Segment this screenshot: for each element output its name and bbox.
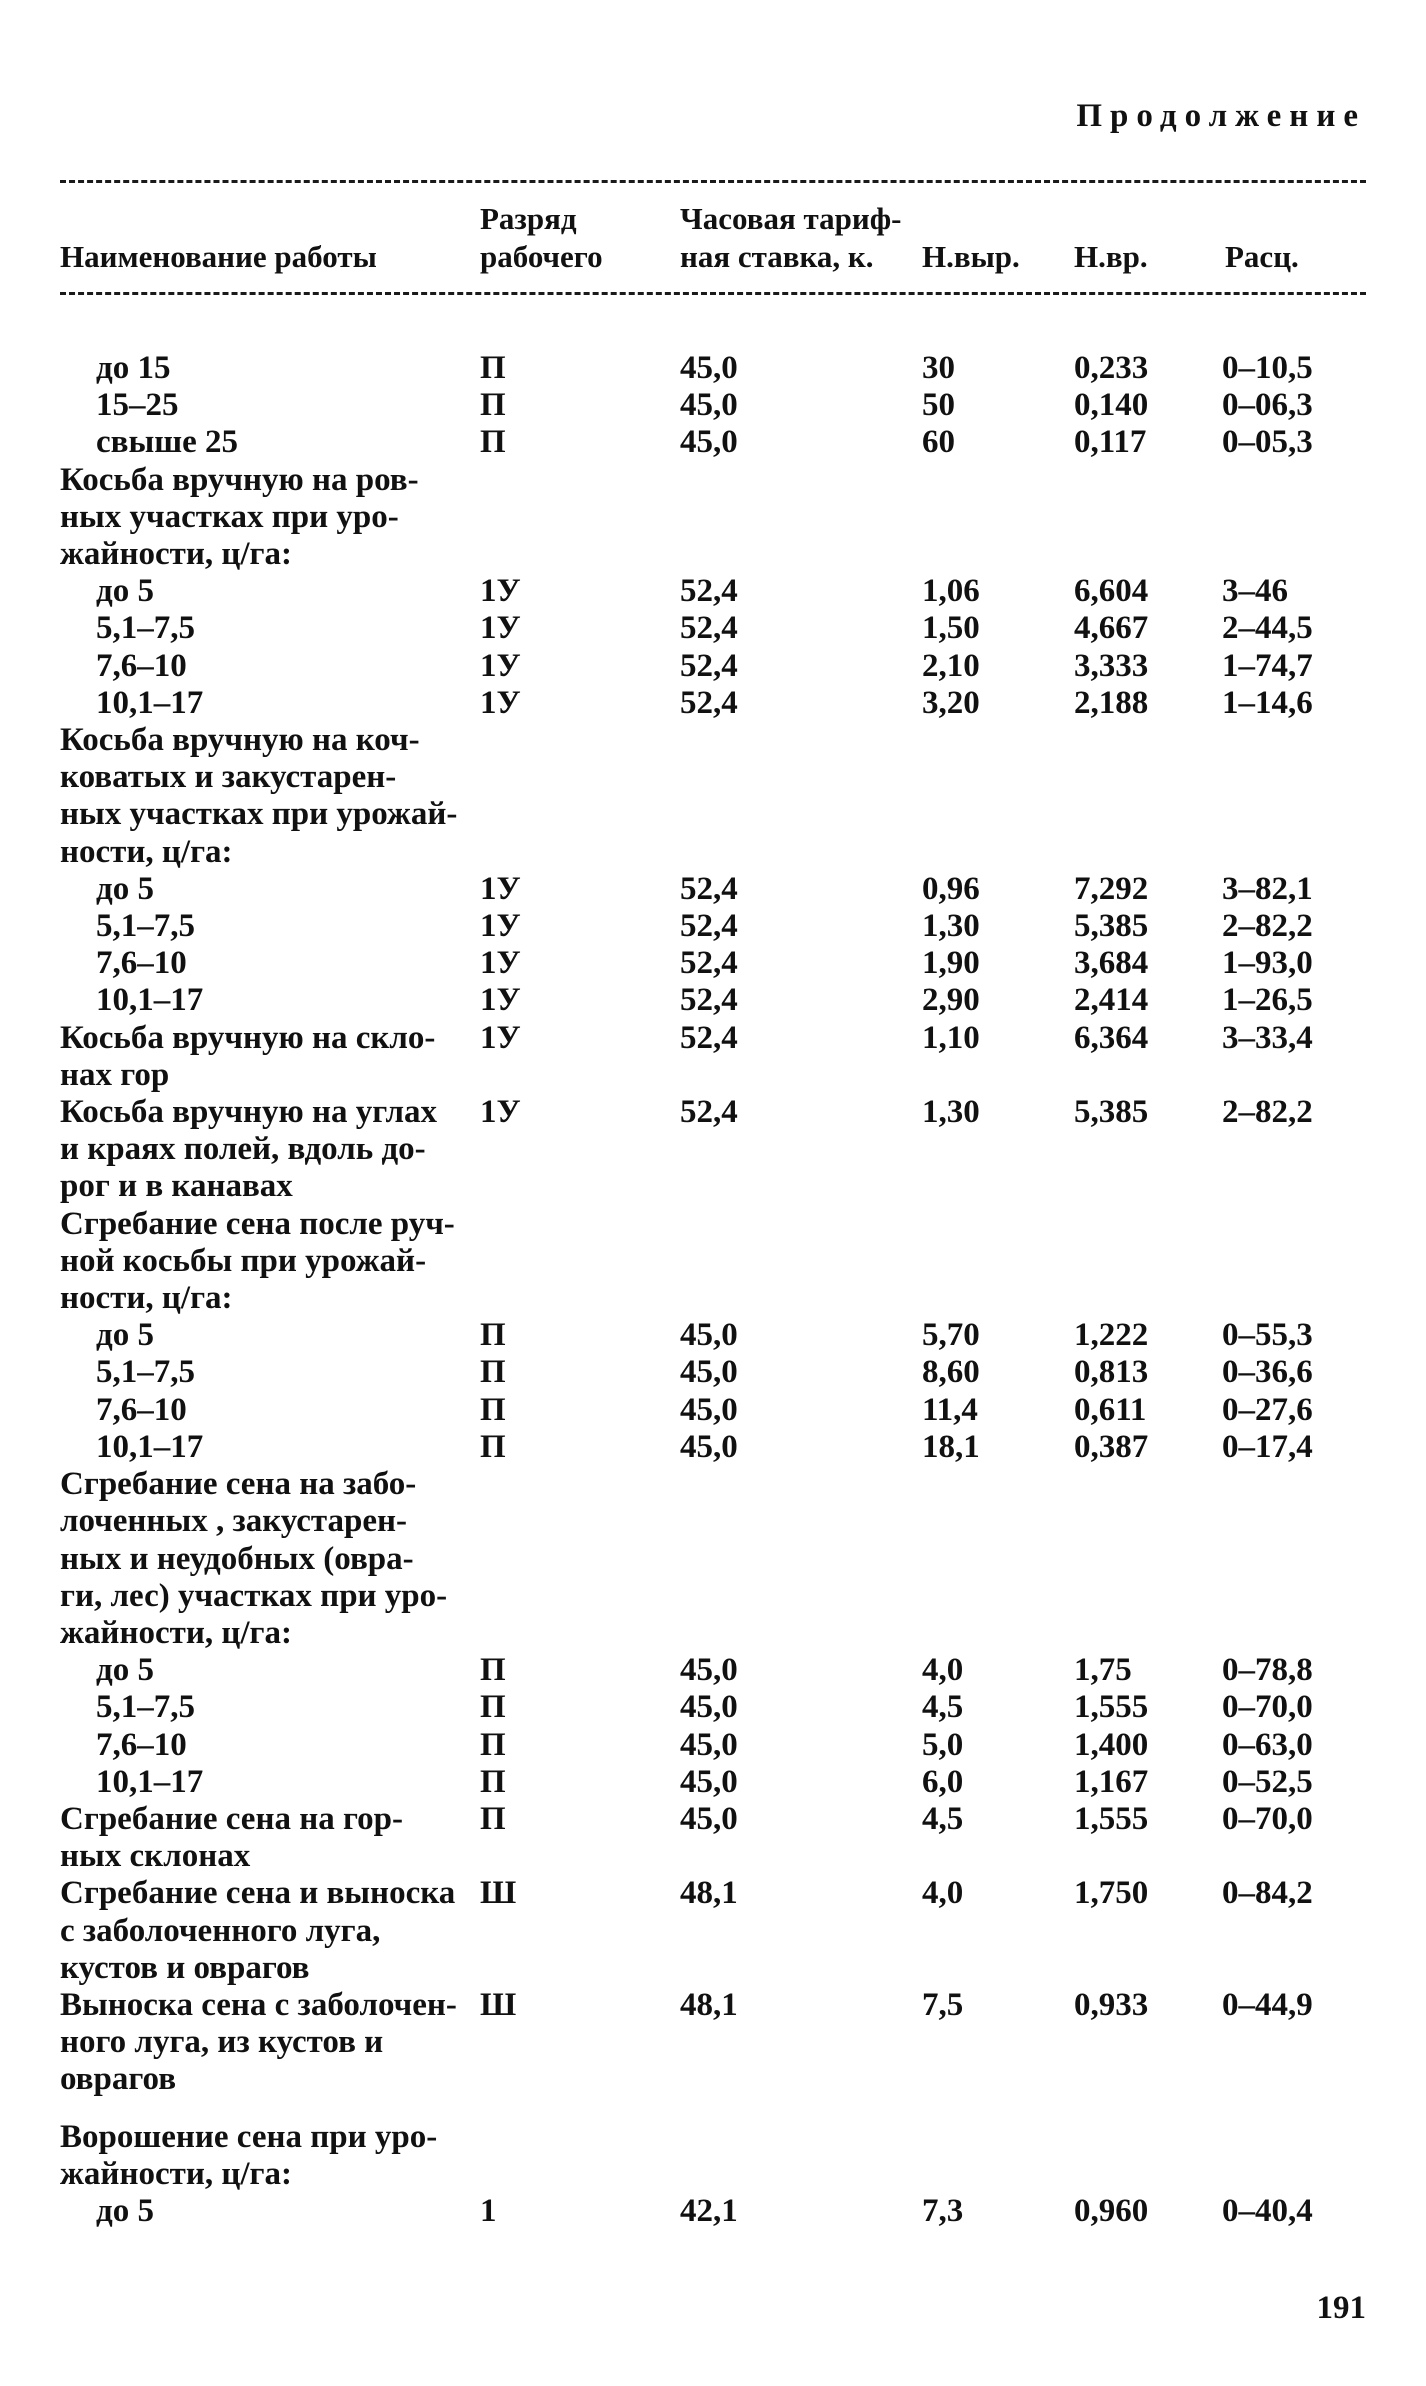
worker-grade: П (480, 1763, 506, 1800)
table-row (0, 871, 1426, 908)
hourly-rate: 52,4 (680, 684, 738, 721)
norm-output: 8,60 (922, 1354, 980, 1391)
norm-output: 50 (922, 387, 955, 424)
work-name-line: 7,6–10 (96, 945, 187, 982)
pay-rate: 2–82,2 (1222, 908, 1313, 945)
work-name (0, 1206, 460, 1318)
work-name (0, 1689, 496, 1726)
table-header-rule (60, 292, 1366, 295)
work-name-line: ности, ц/га: (60, 1280, 233, 1317)
worker-grade: П (480, 1652, 506, 1689)
pay-rate: 0–27,6 (1222, 1391, 1313, 1428)
norm-output: 4,5 (922, 1689, 964, 1726)
work-name-line: ности, ц/га: (60, 833, 233, 870)
table-row (0, 908, 1426, 945)
norm-time: 5,385 (1074, 1094, 1149, 1131)
work-name (0, 1392, 496, 1429)
page-number: 191 (1316, 2290, 1366, 2326)
worker-grade: 1У (480, 684, 521, 721)
work-name-line: рог и в канавах (60, 1168, 293, 1205)
work-name-line: оврагов (60, 2061, 177, 2098)
work-name-line: ной косьбы при урожай- (60, 1242, 427, 1279)
norm-time: 2,414 (1074, 982, 1149, 1019)
work-name-line: Сгребание сена и выноска (60, 1875, 456, 1912)
norm-output: 6,0 (922, 1763, 964, 1800)
pay-rate: 1–93,0 (1222, 945, 1313, 982)
work-name (0, 982, 496, 1019)
norm-time: 3,333 (1074, 647, 1149, 684)
work-name-line: коватых и закустарен- (60, 759, 397, 796)
work-name-line: 10,1–17 (96, 1428, 204, 1465)
work-name-line: и краях полей, вдоль до- (60, 1131, 426, 1168)
table-row (0, 1727, 1426, 1764)
work-name (0, 648, 496, 685)
norm-output: 11,4 (922, 1391, 978, 1428)
work-name (0, 871, 496, 908)
work-name-line: до 5 (96, 1652, 154, 1689)
norm-time: 1,555 (1074, 1689, 1149, 1726)
worker-grade: П (480, 1689, 506, 1726)
work-name (0, 1429, 496, 1466)
table-row (0, 722, 1426, 871)
worker-grade: Ш (480, 1875, 517, 1912)
hourly-rate: 45,0 (680, 1689, 738, 1726)
pay-rate: 0–17,4 (1222, 1428, 1313, 1465)
column-header-grade-line: рабочего (480, 239, 603, 274)
worker-grade: 1У (480, 1094, 521, 1131)
work-name-line: ного луга, из кустов и (60, 2024, 384, 2061)
work-name (0, 462, 460, 574)
work-name (0, 573, 496, 610)
norm-output: 1,10 (922, 1019, 980, 1056)
work-name-line: жайности, ц/га: (60, 536, 292, 573)
table-row (0, 1875, 1426, 1987)
worker-grade: 1У (480, 982, 521, 1019)
pay-rate: 0–52,5 (1222, 1763, 1313, 1800)
work-name (0, 1875, 460, 1987)
work-name-line: до 5 (96, 870, 154, 907)
norm-time: 1,555 (1074, 1800, 1149, 1837)
norm-output: 0,96 (922, 870, 980, 907)
hourly-rate: 45,0 (680, 1763, 738, 1800)
pay-rate: 0–40,4 (1222, 2192, 1313, 2229)
hourly-rate: 45,0 (680, 387, 738, 424)
worker-grade: П (480, 1317, 506, 1354)
work-name (0, 1727, 496, 1764)
norm-time: 3,684 (1074, 945, 1149, 982)
work-name-line: 5,1–7,5 (96, 1689, 195, 1726)
table-row (0, 685, 1426, 722)
work-name (0, 1354, 496, 1391)
norm-time: 1,222 (1074, 1317, 1149, 1354)
work-name-line: Сгребание сена после руч- (60, 1205, 455, 1242)
norm-time: 0,140 (1074, 387, 1149, 424)
pay-rate: 0–70,0 (1222, 1689, 1313, 1726)
norm-time: 0,233 (1074, 350, 1149, 386)
pay-rate: 0–70,0 (1222, 1800, 1313, 1837)
table-row (0, 1094, 1426, 1206)
norm-time: 1,75 (1074, 1652, 1132, 1689)
hourly-rate: 52,4 (680, 945, 738, 982)
work-name-line: свыше 25 (96, 424, 238, 461)
norm-output: 1,06 (922, 573, 980, 610)
work-name (0, 1652, 496, 1689)
hourly-rate: 52,4 (680, 1019, 738, 1056)
norm-output: 4,5 (922, 1800, 964, 1837)
worker-grade: П (480, 387, 506, 424)
column-header-rate (680, 200, 901, 276)
table-row (0, 387, 1426, 424)
column-header-rate-line: Часовая тариф- (680, 201, 902, 236)
table-row (0, 1689, 1426, 1726)
table-row (0, 945, 1426, 982)
norm-time: 4,667 (1074, 610, 1149, 647)
column-header-grade-line: Разряд (480, 201, 577, 236)
worker-grade: П (480, 1391, 506, 1428)
pay-rate: 0–36,6 (1222, 1354, 1313, 1391)
hourly-rate: 45,0 (680, 1354, 738, 1391)
work-name-line: 7,6–10 (96, 1726, 187, 1763)
work-name-line: ных участках при урожай- (60, 796, 458, 833)
norm-output: 4,0 (922, 1875, 964, 1912)
norm-time: 1,750 (1074, 1875, 1149, 1912)
work-name-line: 10,1–17 (96, 982, 204, 1019)
norm-time: 0,387 (1074, 1428, 1149, 1465)
continuation-heading: Продолжение (1076, 98, 1366, 134)
table-row (0, 424, 1426, 461)
work-name (0, 610, 496, 647)
worker-grade: 1У (480, 945, 521, 982)
pay-rate: 1–14,6 (1222, 684, 1313, 721)
hourly-rate: 52,4 (680, 982, 738, 1019)
norm-output: 60 (922, 424, 955, 461)
norm-time: 5,385 (1074, 908, 1149, 945)
worker-grade: П (480, 1354, 506, 1391)
work-name-line: 10,1–17 (96, 684, 204, 721)
pay-rate: 0–63,0 (1222, 1726, 1313, 1763)
worker-grade: 1У (480, 573, 521, 610)
pay-rate: 1–26,5 (1222, 982, 1313, 1019)
norm-time: 6,364 (1074, 1019, 1149, 1056)
norm-time: 0,933 (1074, 1986, 1149, 2023)
work-name-line: ных склонах (60, 1838, 251, 1875)
hourly-rate: 45,0 (680, 1317, 738, 1354)
hourly-rate: 52,4 (680, 573, 738, 610)
table-row (0, 1392, 1426, 1429)
norm-output: 2,10 (922, 647, 980, 684)
work-name (0, 1020, 460, 1094)
worker-grade: П (480, 1428, 506, 1465)
work-name (0, 1317, 496, 1354)
hourly-rate: 52,4 (680, 870, 738, 907)
work-name-line: ных участках при уро- (60, 498, 399, 535)
work-name (0, 1764, 496, 1801)
hourly-rate: 45,0 (680, 1800, 738, 1837)
norm-output: 1,90 (922, 945, 980, 982)
work-name-line: лоченных , закустарен- (60, 1503, 408, 1540)
norm-output: 30 (922, 350, 955, 386)
hourly-rate: 52,4 (680, 647, 738, 684)
worker-grade: 1У (480, 870, 521, 907)
pay-rate: 0–84,2 (1222, 1875, 1313, 1912)
work-name (0, 685, 496, 722)
worker-grade: 1У (480, 610, 521, 647)
work-name-line: Косьба вручную на ров- (60, 461, 419, 498)
column-header-grade (480, 200, 603, 276)
norm-time: 7,292 (1074, 870, 1149, 907)
column-header-norm-output: Н.выр. (922, 239, 1020, 274)
work-name-line: нах гор (60, 1056, 170, 1093)
work-name-line: Косьба вручную на коч- (60, 722, 420, 759)
norm-time: 0,117 (1074, 424, 1147, 461)
pay-rate: 0–05,3 (1222, 424, 1313, 461)
norm-output: 1,30 (922, 908, 980, 945)
table-row (0, 350, 1426, 387)
table-row (0, 1206, 1426, 1318)
work-name (0, 1466, 460, 1652)
work-name (0, 2193, 496, 2230)
hourly-rate: 52,4 (680, 610, 738, 647)
work-name-line: с заболоченного луга, (60, 1912, 381, 1949)
work-name-line: ных и неудобных (овра- (60, 1540, 414, 1577)
table-row (0, 610, 1426, 647)
work-name (0, 424, 496, 461)
work-name-line: жайности, ц/га: (60, 1614, 292, 1651)
table-row (0, 982, 1426, 1019)
work-name (0, 722, 460, 871)
norm-output: 2,90 (922, 982, 980, 1019)
work-name (0, 908, 496, 945)
worker-grade: 1У (480, 647, 521, 684)
work-name-line: 15–25 (96, 387, 179, 424)
work-name-line: Сгребание сена на гор- (60, 1800, 403, 1837)
hourly-rate: 45,0 (680, 350, 738, 386)
work-name-line: Сгребание сена на забо- (60, 1466, 417, 1503)
hourly-rate: 48,1 (680, 1875, 738, 1912)
norm-output: 7,5 (922, 1986, 964, 2023)
work-name-line: Выноска сена с заболочен- (60, 1986, 457, 2023)
norm-output: 5,70 (922, 1317, 980, 1354)
work-name (0, 350, 496, 387)
work-name (0, 1094, 460, 1206)
hourly-rate: 48,1 (680, 1986, 738, 2023)
work-name (0, 1801, 460, 1875)
norm-time: 0,611 (1074, 1391, 1147, 1428)
table-row (0, 1429, 1426, 1466)
hourly-rate: 52,4 (680, 1094, 738, 1131)
norm-time: 0,960 (1074, 2192, 1149, 2229)
column-header-pay: Расц. (1225, 239, 1299, 274)
hourly-rate: 45,0 (680, 1391, 738, 1428)
work-name-line: 7,6–10 (96, 1391, 187, 1428)
pay-rate: 0–44,9 (1222, 1986, 1313, 2023)
pay-rate: 0–78,8 (1222, 1652, 1313, 1689)
table-row (0, 462, 1426, 574)
table-row (0, 1020, 1426, 1094)
work-name (0, 387, 496, 424)
hourly-rate: 52,4 (680, 908, 738, 945)
hourly-rate: 42,1 (680, 2192, 738, 2229)
table-row (0, 648, 1426, 685)
table-row (0, 1466, 1426, 1652)
table-row (0, 2193, 1426, 2230)
norm-time: 6,604 (1074, 573, 1149, 610)
work-name-line: ги, лес) участках при уро- (60, 1577, 448, 1614)
work-name-line: кустов и оврагов (60, 1949, 310, 1986)
pay-rate: 1–74,7 (1222, 647, 1313, 684)
pay-rate: 3–82,1 (1222, 870, 1313, 907)
worker-grade: 1У (480, 1019, 521, 1056)
work-name (0, 2119, 460, 2193)
worker-grade: П (480, 424, 506, 461)
table-row (0, 1317, 1426, 1354)
worker-grade: Ш (480, 1986, 517, 2023)
work-name-line: 5,1–7,5 (96, 610, 195, 647)
table-row (0, 1801, 1426, 1875)
column-header-name: Наименование работы (60, 239, 377, 274)
table-body (0, 350, 1426, 2230)
work-name-line: Ворошение сена при уро- (60, 2118, 438, 2155)
work-name-line: 7,6–10 (96, 647, 187, 684)
work-name (0, 1987, 460, 2099)
hourly-rate: 45,0 (680, 1428, 738, 1465)
norm-time: 2,188 (1074, 684, 1149, 721)
worker-grade: П (480, 1726, 506, 1763)
table-row (0, 1764, 1426, 1801)
norm-output: 5,0 (922, 1726, 964, 1763)
table-row (0, 573, 1426, 610)
table-top-rule (60, 180, 1366, 183)
norm-output: 4,0 (922, 1652, 964, 1689)
worker-grade: 1У (480, 908, 521, 945)
column-header-norm-time: Н.вр. (1074, 239, 1148, 274)
hourly-rate: 45,0 (680, 1652, 738, 1689)
norm-output: 3,20 (922, 684, 980, 721)
work-name-line: 5,1–7,5 (96, 908, 195, 945)
table-row (0, 2119, 1426, 2193)
work-name-line: жайности, ц/га: (60, 2155, 292, 2192)
work-name-line: до 5 (96, 1317, 154, 1354)
worker-grade: П (480, 1800, 506, 1837)
pay-rate: 3–33,4 (1222, 1019, 1313, 1056)
work-name-line: до 5 (96, 2192, 154, 2229)
work-name-line: 5,1–7,5 (96, 1354, 195, 1391)
pay-rate: 3–46 (1222, 573, 1288, 610)
hourly-rate: 45,0 (680, 424, 738, 461)
table-row (0, 1987, 1426, 2099)
norm-time: 1,167 (1074, 1763, 1149, 1800)
worker-grade: 1 (480, 2192, 497, 2229)
table-row (0, 1354, 1426, 1391)
pay-rate: 0–10,5 (1222, 350, 1313, 386)
pay-rate: 0–55,3 (1222, 1317, 1313, 1354)
norm-time: 0,813 (1074, 1354, 1149, 1391)
pay-rate: 0–06,3 (1222, 387, 1313, 424)
table-row (0, 1652, 1426, 1689)
norm-time: 1,400 (1074, 1726, 1149, 1763)
pay-rate: 2–44,5 (1222, 610, 1313, 647)
hourly-rate: 45,0 (680, 1726, 738, 1763)
work-name-line: до 5 (96, 573, 154, 610)
norm-output: 1,50 (922, 610, 980, 647)
work-name-line: Косьба вручную на углах (60, 1094, 438, 1131)
norm-output: 1,30 (922, 1094, 980, 1131)
column-header-rate-line: ная ставка, к. (680, 239, 874, 274)
worker-grade: П (480, 350, 506, 386)
norm-output: 18,1 (922, 1428, 980, 1465)
pay-rate: 2–82,2 (1222, 1094, 1313, 1131)
work-name (0, 945, 496, 982)
work-name-line: Косьба вручную на скло- (60, 1019, 436, 1056)
work-name-line: 10,1–17 (96, 1763, 204, 1800)
norm-output: 7,3 (922, 2192, 964, 2229)
work-name-line: до 15 (96, 350, 171, 386)
